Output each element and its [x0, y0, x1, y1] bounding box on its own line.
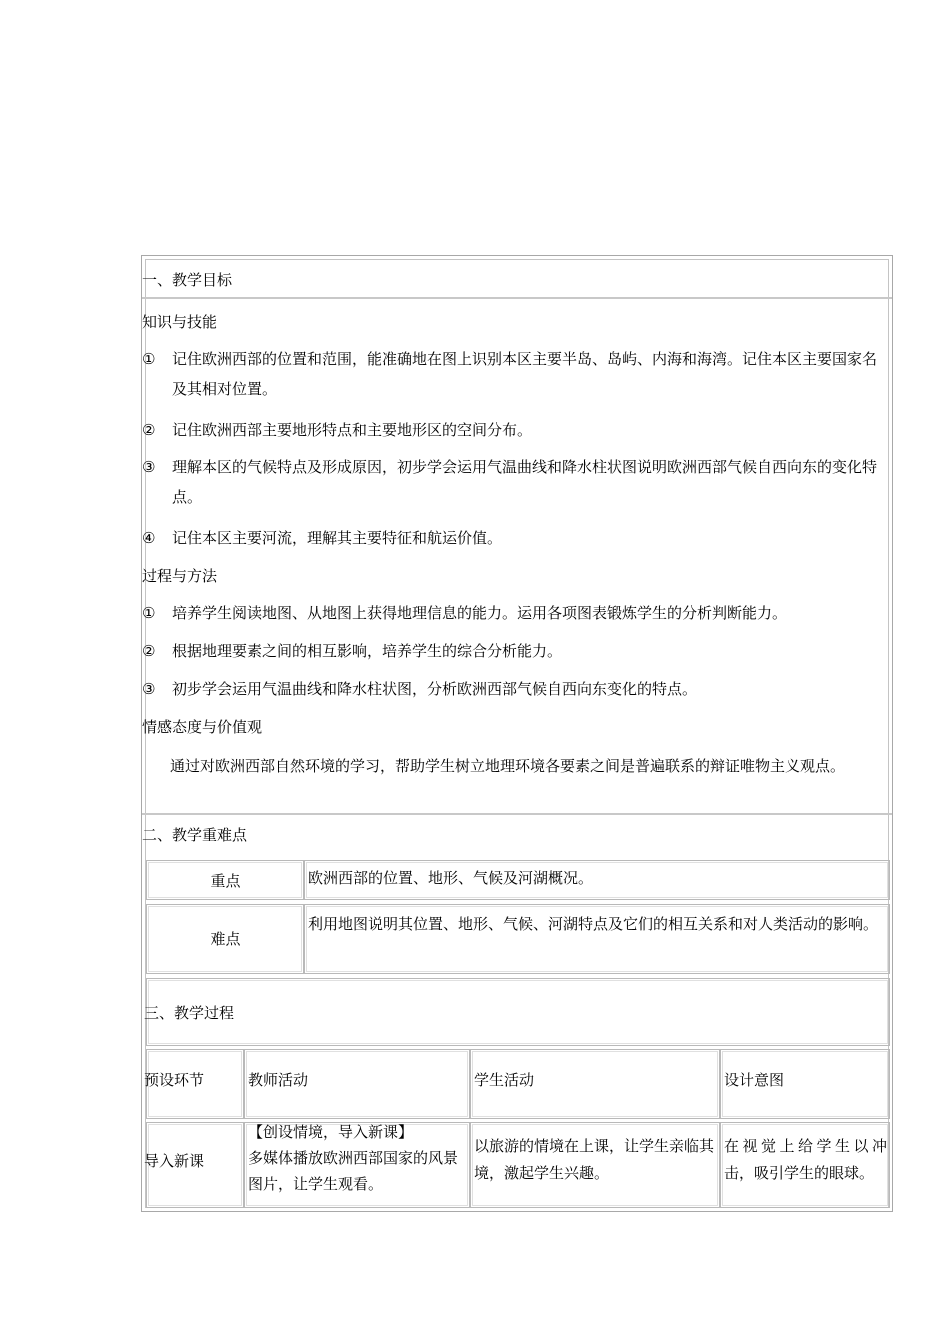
key-point-content-cell — [304, 860, 890, 900]
item-text: 培养学生阅读地图、从地图上获得地理信息的能力。运用各项图表锻炼学生的分析判断能力。 — [172, 604, 788, 622]
knowledge-title: 知识与技能 — [142, 313, 218, 331]
knowledge-item — [142, 344, 882, 404]
item-number: ③ — [142, 458, 156, 476]
item-number: ② — [142, 421, 156, 439]
section2-heading-row — [142, 813, 892, 857]
section3-heading: 三、教学过程 — [144, 1004, 235, 1022]
emotion-title: 情感态度与价值观 — [142, 718, 263, 736]
item-text: 记住欧洲西部主要地形特点和主要地形区的空间分布。 — [172, 421, 533, 439]
header-stage-cell — [146, 1049, 244, 1119]
difficulty-label-cell — [146, 904, 304, 974]
knowledge-item — [142, 452, 882, 512]
item-number: ④ — [142, 529, 156, 547]
header-stage: 预设环节 — [144, 1071, 205, 1089]
difficulty-content: 利用地图说明其位置、地形、气候、河湖特点及它们的相互关系和对人类活动的影响。 — [308, 915, 879, 933]
item-text: 理解本区的气候特点及形成原因，初步学会运用气温曲线和降水柱状图说明欧洲西部气候自西向东的变化特点。 — [172, 458, 878, 506]
difficulty-content-cell — [304, 904, 890, 974]
item-number: ② — [142, 642, 156, 660]
process-item — [142, 598, 882, 628]
row-intent-cell — [720, 1122, 890, 1208]
section1-heading: 一、教学目标 — [142, 271, 233, 289]
row-stage: 导入新课 — [144, 1152, 205, 1170]
header-student-cell — [470, 1049, 720, 1119]
section3-heading-row — [146, 978, 890, 1046]
knowledge-item — [142, 523, 882, 553]
item-number: ① — [142, 350, 156, 368]
item-number: ① — [142, 604, 156, 622]
header-intent: 设计意图 — [724, 1071, 785, 1089]
header-teacher-cell — [244, 1049, 470, 1119]
emotion-text: 通过对欧洲西部自然环境的学习，帮助学生树立地理环境各要素之间是普遍联系的辩证唯物主义观点。 — [170, 757, 846, 775]
header-intent-cell — [720, 1049, 890, 1119]
row-student: 以旅游的情境在上课，让学生亲临其境，激起学生兴趣。 — [474, 1137, 715, 1182]
header-teacher: 教师活动 — [248, 1071, 309, 1089]
section1-heading-row — [142, 259, 892, 299]
row-teacher-cell — [244, 1122, 470, 1208]
item-text: 记住本区主要河流，理解其主要特征和航运价值。 — [172, 529, 503, 547]
row-teacher-text: 多媒体播放欧洲西部国家的风景图片，让学生观看。 — [248, 1149, 459, 1193]
item-text: 初步学会运用气温曲线和降水柱状图，分析欧洲西部气候自西向东变化的特点。 — [172, 680, 698, 698]
process-item — [142, 636, 882, 666]
row-student-cell — [470, 1122, 720, 1208]
row-stage-cell — [146, 1122, 244, 1208]
process-title: 过程与方法 — [142, 567, 218, 585]
difficulty-label: 难点 — [210, 930, 241, 948]
lesson-plan-document — [141, 255, 893, 1212]
item-text: 根据地理要素之间的相互影响，培养学生的综合分析能力。 — [172, 642, 563, 660]
section2-heading: 二、教学重难点 — [142, 826, 248, 844]
process-item — [142, 674, 882, 704]
key-point-content: 欧洲西部的位置、地形、气候及河湖概况。 — [308, 869, 594, 887]
key-point-label: 重点 — [210, 872, 241, 890]
item-number: ③ — [142, 680, 156, 698]
row-teacher-title: 【创设情境，导入新课】 — [248, 1123, 414, 1141]
item-text: 记住欧洲西部的位置和范围，能准确地在图上识别本区主要半岛、岛屿、内海和海湾。记住本区主要国家名及其相对位置。 — [172, 350, 878, 398]
header-student: 学生活动 — [474, 1071, 535, 1089]
knowledge-item — [142, 415, 882, 445]
key-point-label-cell — [146, 860, 304, 900]
row-intent: 在视觉上给学生以冲击，吸引学生的眼球。 — [724, 1137, 887, 1182]
